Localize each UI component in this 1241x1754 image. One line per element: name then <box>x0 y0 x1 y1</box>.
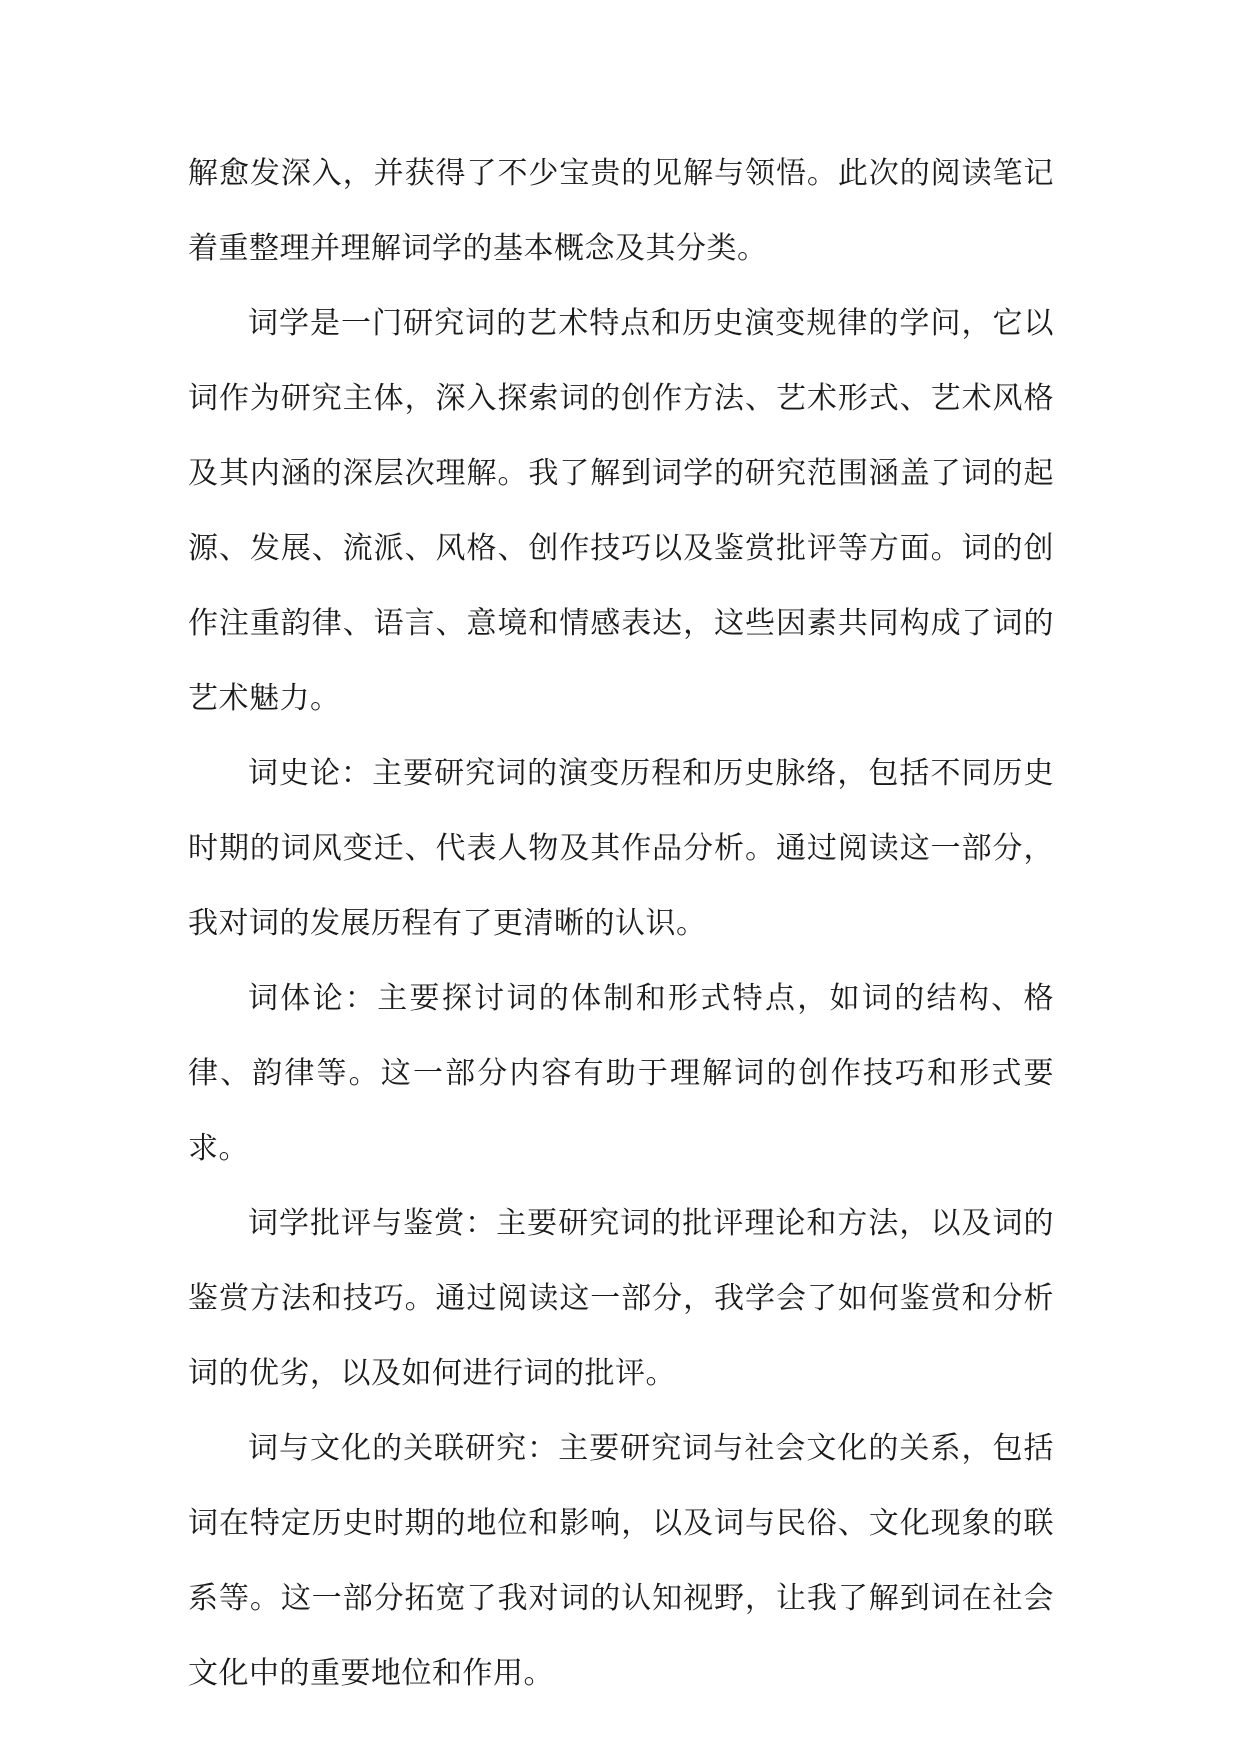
paragraph-intro-continuation: 解愈发深入，并获得了不少宝贵的见解与领悟。此次的阅读笔记着重整理并理解词学的基本概念及其分类。 <box>188 156 1054 266</box>
paragraph-ci-history: 词史论：主要研究词的演变历程和历史脉络，包括不同历史时期的词风变迁、代表人物及其作品分析。通过阅读这一部分，我对词的发展历程有了更清晰的认识。 <box>188 756 1054 941</box>
paragraph-ci-form: 词体论：主要探讨词的体制和形式特点，如词的结构、格律、韵律等。这一部分内容有助于理解词的创作技巧和形式要求。 <box>188 981 1054 1166</box>
paragraph-ci-culture: 词与文化的关联研究：主要研究词与社会文化的关系，包括词在特定历史时期的地位和影响，以及词与民俗、文化现象的联系等。这一部分拓宽了我对词的认知视野，让我了解到词在社会文化中的重要地位和作用。 <box>188 1431 1054 1691</box>
paragraph-ci-criticism: 词学批评与鉴赏：主要研究词的批评理论和方法，以及词的鉴赏方法和技巧。通过阅读这一部分，我学会了如何鉴赏和分析词的优劣，以及如何进行词的批评。 <box>188 1206 1054 1391</box>
document-body <box>188 136 1054 1711</box>
paragraph-ci-studies-definition: 词学是一门研究词的艺术特点和历史演变规律的学问，它以词作为研究主体，深入探索词的创作方法、艺术形式、艺术风格及其内涵的深层次理解。我了解到词学的研究范围涵盖了词的起源、发展、流派、风格、创作技巧以及鉴赏批评等方面。词的创作注重韵律、语言、意境和情感表达，这些因素共同构成了词的艺术魅力。 <box>188 306 1054 716</box>
